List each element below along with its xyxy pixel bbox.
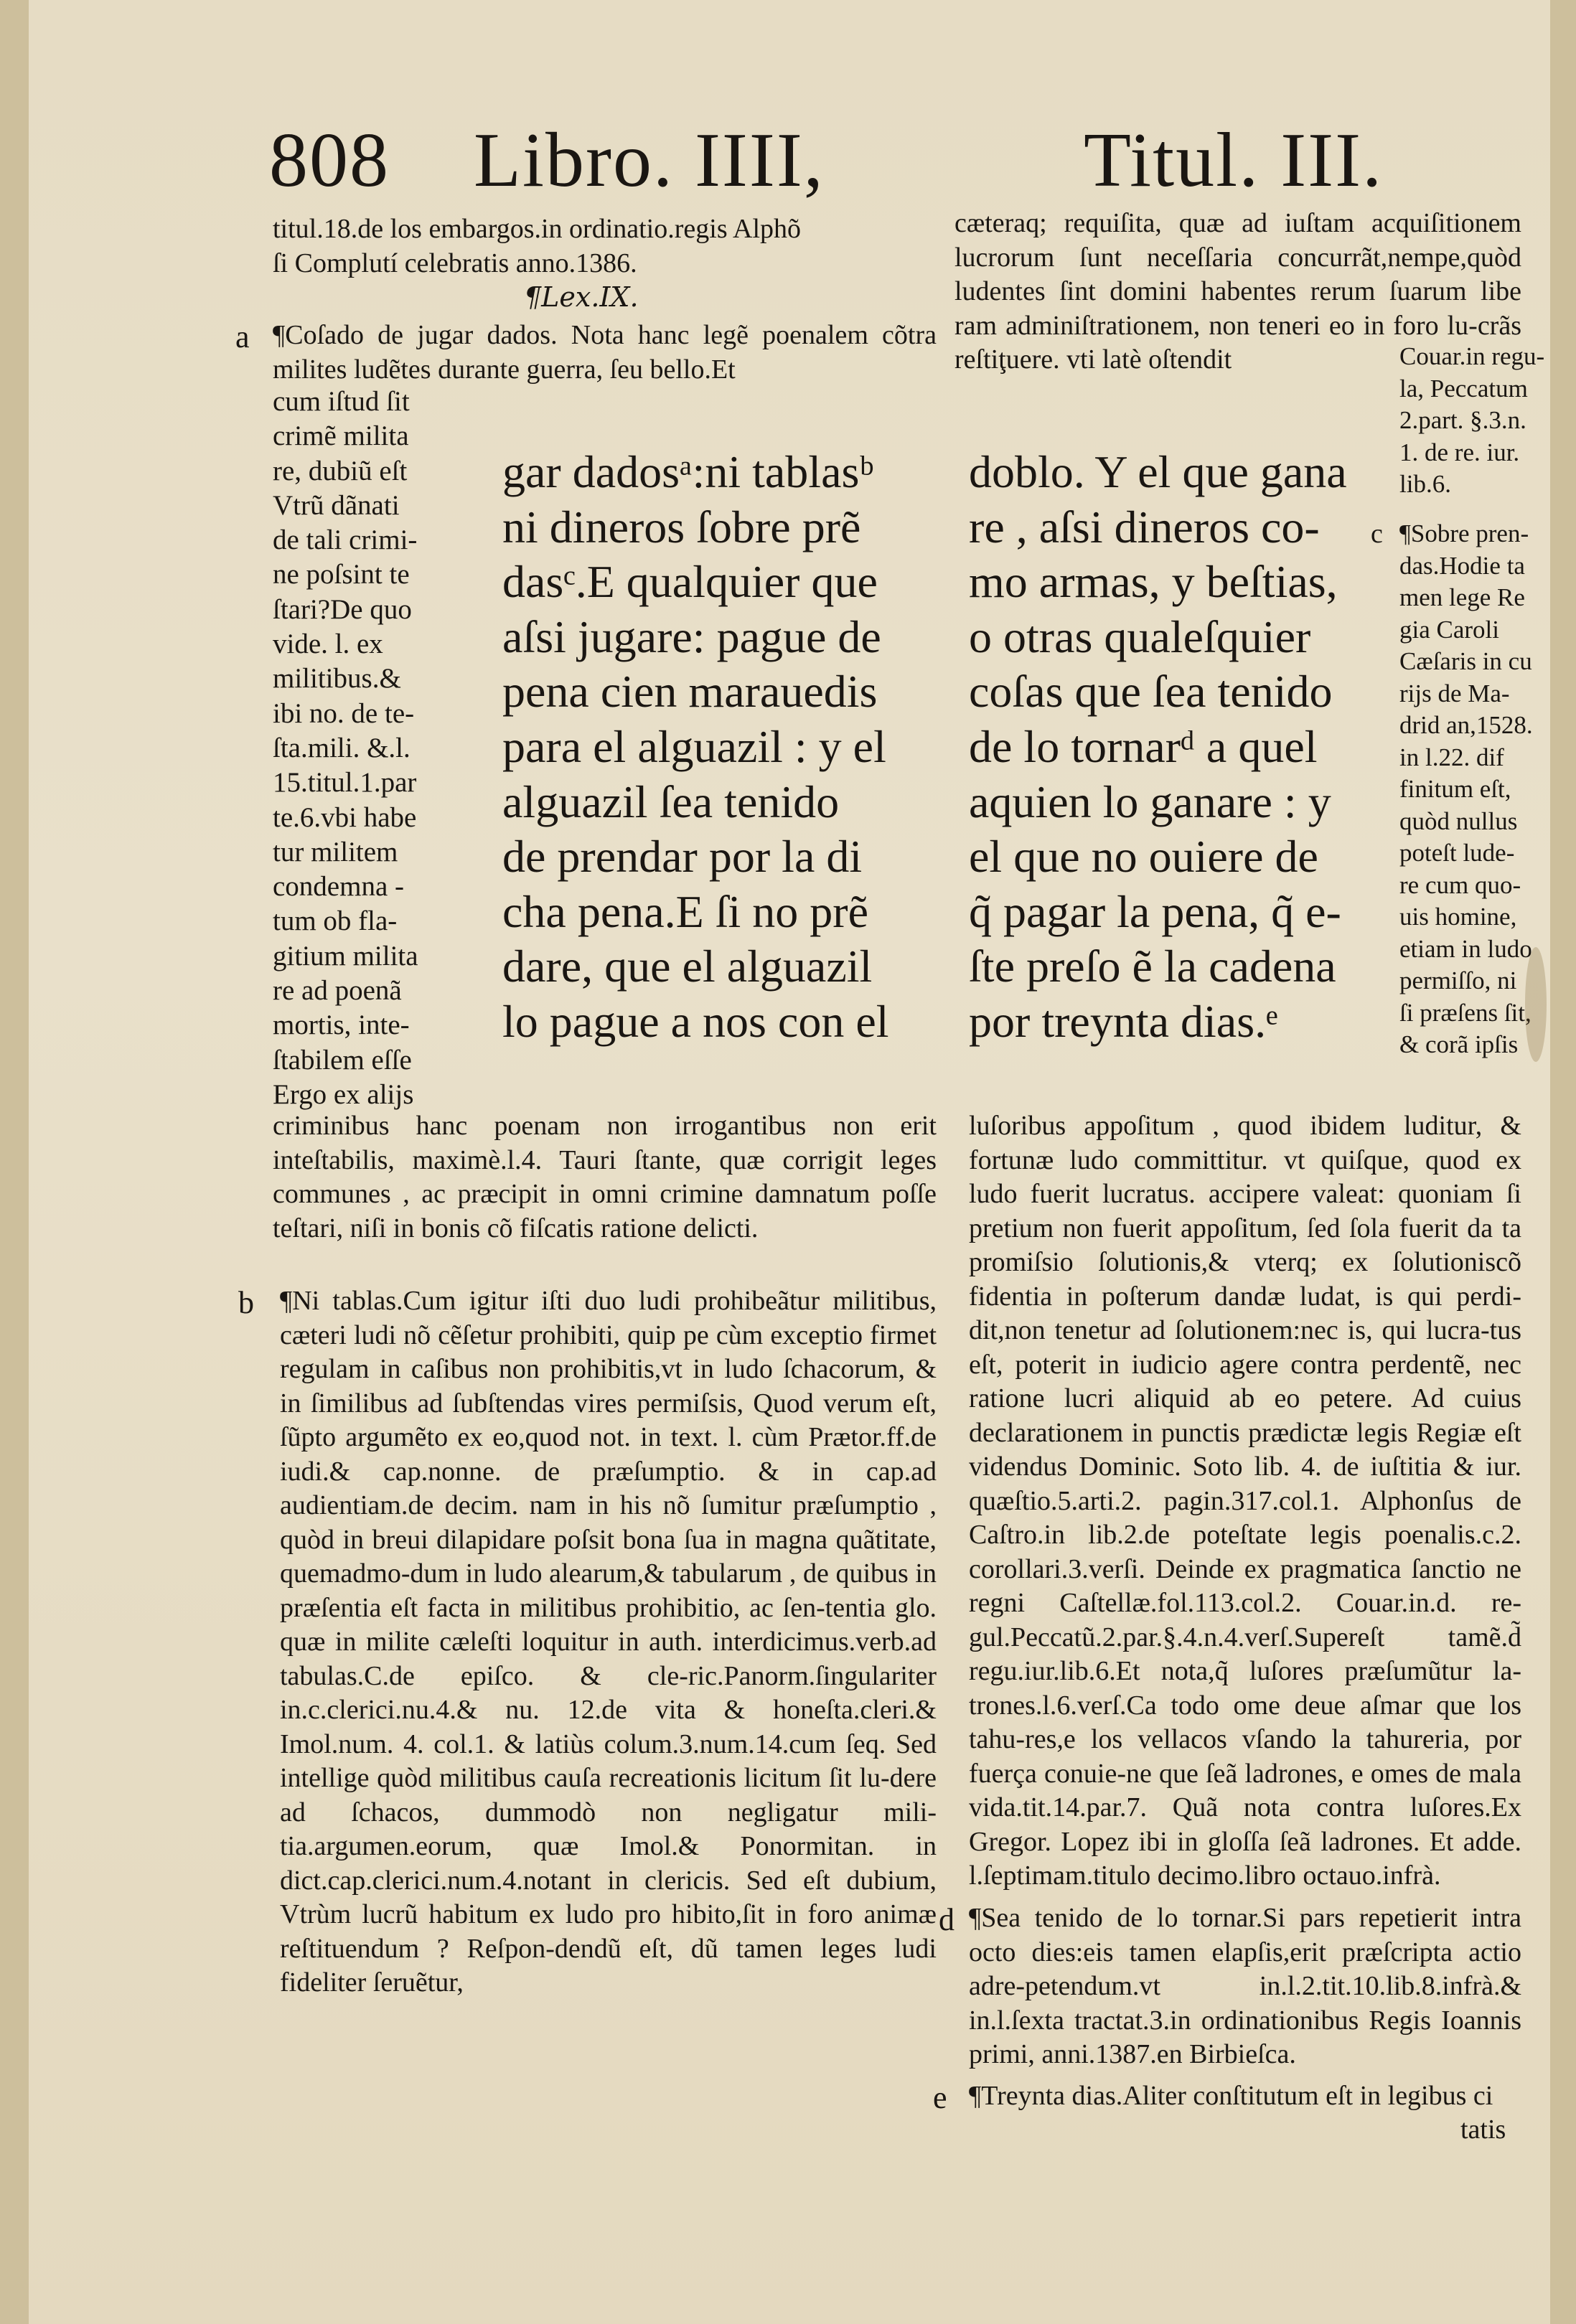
text-line: q̃ pagar la pena, q̃ e- [969, 885, 1341, 937]
side-line: Couar.in regu- [1399, 342, 1545, 370]
title-heading: Titul. III. [1084, 118, 1384, 203]
narrow-line: re ad poenã [273, 975, 402, 1007]
narrow-line: mortis, inte- [273, 1010, 410, 1041]
side-line: in l.22. dif [1399, 743, 1504, 771]
text-line: alguazil ſea tenido [502, 776, 840, 827]
main-text-right [969, 445, 1347, 1050]
right-continuation-gloss: luſoribus appoſitum , quod ibidem luditur, & fortunæ ludo committitur. vt quiſque, quod ex ludo fuerit lucratus. accipere valeat: quoniam ſi pretium non fuerit appoſitum, ſed ſola fuerit da ta promiſsio ſolutionis,& vterq; ex ſolutioniscõ fidentia in poſterum dandæ ludat, is qui perdi-dit,non tenetur ad ſolutionem:nec is, qui lucra-tus eſt, poterit in iudicio agere contra perdentẽ, nec ratione lucri aliquid ab eo petere. Ad cuius declarationem in punctis prædictæ legis Regiæ eſt videndus Dominic. Soto lib. 4. de iuſtitia & iur. quæſtio.5.arti.2. pagin.317.col.1. Alphonſus de Caſtro.in lib.2.de poteſtate legis poenalis.c.2. corollari.3.verſi. Deinde ex pragmatica ſanctio ne regni Caſtellæ.fol.113.col.2. Couar.in.d. re-gul.Peccatũ.2.par.§.4.n.4.verſ.Supereſt tamẽ.d̃ regu.iur.lib.6.Et nota,q̃ luſores præſumũtur la-trones.l.6.verſ.Ca todo ome deue aſmar que los tahu-res,e los vellacos vſando la tahureria, por fuerça conuie-ne que ſeã ladrones, e omes de mala vida.tit.14.par.7. Quã nota contra luſores.Ex Gregor. Lopez ibi in gloſſa ſeã ladrones. Et adde. l.ſeptimam.titulo decimo.libro octauo.infrà. [969, 1111, 1521, 1891]
text-line: re , aſsi dineros co- [969, 501, 1320, 552]
note-c-letter: c [1371, 519, 1383, 549]
narrow-line: tur militem [273, 836, 398, 867]
text-line: coſas que ſea tenido [969, 666, 1333, 718]
note-e-last: tatis [1460, 2114, 1506, 2145]
narrow-line: condemna - [273, 871, 405, 903]
side-line: drid an,1528. [1399, 711, 1533, 739]
narrow-line: Ergo ex alijs [273, 1078, 414, 1110]
side-line: permiſſo, ni [1399, 966, 1517, 994]
narrow-line: tum ob fla- [273, 905, 398, 937]
note-a-narrow-column [273, 385, 481, 1112]
side-line: 2.part. §.3.n. [1399, 406, 1526, 434]
side-line: ſi præſens ſit, [1399, 998, 1532, 1027]
narrow-line: gitium milita [273, 940, 418, 972]
side-line: men lege Re [1399, 583, 1525, 611]
note-a-tail: criminibus hanc poenam non irrogantibus non erit inteſtabilis, maximè.l.4. Tauri ſtante, quæ corrigit leges communes , ac præcipit in omni crimine damnatum poſſe teſtari, niſi in bonis cõ fiſcatis ratione delicti. [273, 1111, 937, 1243]
narrow-line: te.6.vbi habe [273, 801, 417, 833]
page-number: 808 [269, 118, 390, 203]
text-line: aſsi jugare: pague de [502, 611, 881, 662]
right-top-gloss: cæteraq; requiſita, quæ ad iuſtam acquiſitionem lucrorum ſunt neceſſaria concurrãt,nempe,quòd ludentes ſint domini habentes rerum ſuarum libe ram adminiſtrationem, non teneri eo in foro lu-crãs reſtiţuere. vti latè oſtendit [954, 208, 1521, 375]
book-heading: Libro. IIII, [474, 118, 825, 203]
side-line: ¶Sobre pren- [1399, 519, 1529, 547]
note-b-text: ¶Ni tablas.Cum igitur iſti duo ludi prohibeãtur militibus, cæteri ludi nõ cẽſetur prohibiti, quip pe cùm exceptio firmet regulam in caſibus non prohibitis,vt in ludo ſchacorum, & in ſimilibus ad ſubſtendas vires permiſsis, Quod verum eſt, ſũpto argumẽto ex eo,quod not. in text. l. cùm Prætor.ff.de iudi.& cap.nonne. de præſumptio. & in cap.ad audientiam.de decim. nam in his nõ ſumitur præſumptio , quòd in breui dilapidare poſsit bona ſua in magna quãtitate, quemadmo-dum in ludo alearum,& tabularum , de quibus in præſentia eſt facta in militibus prohibitio, ac ſen-tentia glo. quæ in milite cæleſti loquitur in auth. interdicimus.verb.ad tabulas.C.de epiſco. & cle-ric.Panorm.ſingulariter in.c.clerici.nu.4.& nu. 12.de vita & honeſta.cleri.& Imol.num. 4. col.1. & latiùs colum.3.num.14.cum ſeq. Sed intellige quòd militibus cauſa recreationis licitum ſit lu-dere ad ſchacos, dummodò non negligatur mili-tia.argumen.eorum, quæ Imol.& Ponormitan. in dict.cap.clerici.num.4.notant in clericis. Sed eſt dubium, Vtrùm lucrũ habitum ex ludo pro hibito,ſit in foro animæ reſtituendum ? Reſpon-dendũ eſt, dũ tamen leges ludi fideliter ſeruẽtur, [280, 1286, 937, 1998]
note-e-text: ¶Treynta dias.Aliter conſtitutum eſt in legibus ci [969, 2081, 1493, 2111]
text-line: por treynta dias.ᵉ [969, 995, 1278, 1047]
note-d-letter: d [939, 1902, 954, 1937]
narrow-line: ne poſsint te [273, 559, 410, 591]
gloss-line: ſi Complutí celebratis anno.1386. [273, 248, 637, 278]
narrow-line: ſta.mili. &.l. [273, 732, 411, 763]
text-line: doblo. Y el que gana [969, 446, 1347, 497]
narrow-line: ſtabilem eſſe [273, 1044, 412, 1076]
text-line: de lo tornarᵈ a quel [969, 720, 1318, 772]
side-line: poteſt lude- [1399, 839, 1515, 867]
narrow-line: de tali crimi- [273, 524, 418, 556]
narrow-line: vide. l. ex [273, 629, 383, 660]
side-line: gia Caroli [1399, 615, 1499, 644]
text-line: cha pena.E ſi no prẽ [502, 885, 868, 937]
note-d-text: ¶Sea tenido de lo tornar.Si pars repetierit intra octo dies:eis tamen elapſis,erit præſcripta actio adre-petendum.vt in.l.2.tit.10.lib.8.infrà.& in.l.ſexta tractat.3.in ordinationibus Regis Ioannis primi, anni.1387.en Birbieſca. [969, 1903, 1521, 2069]
narrow-line: Vtrũ dãnati [273, 489, 400, 521]
side-line: rijs de Ma- [1399, 679, 1510, 707]
text-line: dare, que el alguazil [502, 941, 873, 992]
side-line: etiam in ludo [1399, 934, 1532, 963]
gloss-line: titul.18.de los embargos.in ordinatio.regis Alphõ [273, 214, 802, 244]
narrow-line: re, dubiũ eſt [273, 455, 408, 486]
narrow-line: cum iſtud ſit [273, 386, 410, 417]
note-a-letter: a [235, 319, 250, 354]
text-line: dasᶜ.E qualquier que [502, 556, 878, 608]
side-line: lib.6. [1399, 470, 1451, 498]
left-top-gloss [273, 212, 933, 281]
side-note-couar [1399, 341, 1544, 501]
side-line: re cum quo- [1399, 870, 1521, 899]
narrow-line: ſtari?De quo [273, 593, 412, 625]
side-line: quòd nullus [1399, 806, 1518, 835]
text-line: el que no ouiere de [969, 831, 1318, 883]
main-text-left [502, 445, 889, 1050]
text-line: de prendar por la di [502, 831, 863, 883]
note-b-letter: b [238, 1285, 254, 1320]
text-line: gar dadosᵃ:ni tablasᵇ [502, 446, 874, 497]
text-line: para el alguazil : y el [502, 720, 886, 772]
note-e-letter: e [933, 2080, 947, 2115]
lex-label: ¶Lex.IX. [524, 281, 639, 313]
text-line: lo pague a nos con el [502, 995, 889, 1047]
narrow-line: 15.titul.1.par [273, 767, 417, 799]
side-line: 1. de re. iur. [1399, 438, 1520, 466]
note-a-lead: ¶Coſado de jugar dados. Nota hanc legẽ poenalem cõtra milites ludẽtes durante guerra, ſeu bello.Et [273, 320, 937, 385]
narrow-line: ibi no. de te- [273, 697, 415, 729]
side-line: finitum eſt, [1399, 775, 1511, 803]
book-page [29, 0, 1550, 2324]
side-line: Cæſaris in cu [1399, 647, 1532, 675]
side-line: uis homine, [1399, 903, 1517, 931]
text-line: pena cien marauedis [502, 666, 878, 718]
paper-stain [1525, 947, 1547, 1062]
narrow-line: militibus.& [273, 663, 401, 695]
side-line: & corã ipſis [1399, 1030, 1519, 1058]
narrow-line: crimẽ milita [273, 420, 409, 452]
side-note-c [1399, 518, 1533, 1061]
text-line: aquien lo ganare : y [969, 776, 1331, 827]
side-line: das.Hodie ta [1399, 551, 1525, 580]
text-line: ſte preſo ẽ la cadena [969, 941, 1336, 992]
text-line: mo armas, y beſtias, [969, 556, 1338, 608]
text-line: o otras qualeſquier [969, 611, 1311, 662]
side-line: la, Peccatum [1399, 374, 1528, 403]
text-line: ni dineros ſobre prẽ [502, 501, 861, 552]
